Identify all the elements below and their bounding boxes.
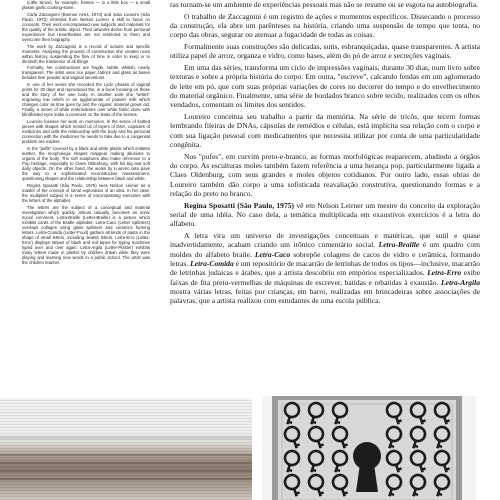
artist-name-sposatti: Regina Sposatti (São Paulo, 1975) [184, 200, 295, 210]
loureiro-paragraph: Loureiro conceitua seu trabalho a partir da memória. Na série de tricôs, que tecem formas lembrando fileiras de DNAs, cápsulas de remédios e células, está implícita sua relação com o corpo e com sua ligação pessoal com medicamentos que necessita utilizar por conta de uma particularidade congênita. [170, 111, 480, 149]
work-title-caco: Letra-Caco [254, 249, 291, 259]
keyholes-artwork-drawing [262, 396, 476, 500]
english-paragraph: The work by Zaccagnini is a record of actions and specific moments. Analysing the process of construction she creates room within history, suspending the flow of time in order to keep or to diminish the transience of all things. [22, 43, 150, 64]
woven-fabric-photo [0, 398, 252, 500]
work-title-braille: Letra-Braille [378, 240, 420, 250]
english-paragraph: (Little Stove), for example, frames — in a little box — a small plaster garlic cooking-stove. [22, 0, 150, 11]
english-paragraph: In one of her series she recorded the cycle phases of vaginal prints for 30 days and reproduced the, in a book focusing on those and the story of her own body. In another work she "writes" engraving low reliefs in an agglomerate of powder milk which changes color as time goes by and the organic material grows old. Finally, a series of white embroideries over white fabric done with blindfolded eyes make a comment on the limits of the senses. [22, 82, 150, 118]
letters-text: é um quadro com moldes do alfabeto braile. [170, 240, 480, 259]
zaccagnini-paragraph: Em uma das séries, transforma um ciclo de impressões vaginais, durante 30 dias, num livro sobre texturas e sobre a própria história do corpo. Em outra, "escreve", calcando fendas em um aglomerado de leite em pó, que com suas próprias variações de cores no decorrer do tempo e do envelhecimento do material orgânico. Finalmente, uma série de bordados branco sobre tecido, realizados com os olhos vendados, comentam os limites dos sentidos. [170, 62, 480, 110]
letters-text: exibe faixas de fita preto-vermelhas de máquinas de escrever, batidas e rebatidas à exaustão. [170, 268, 480, 287]
work-title-comida: Letra-Comida [190, 259, 234, 269]
letters-text: sobrepõe colagens de cacos de vidro e cerâmica, formando letras. [170, 249, 480, 269]
letters-paragraph [170, 231, 480, 306]
english-paragraph: Carla Zaccagnini (Buenos Aires, 1974) and Julia Loureiro (São Paulo, 1972) inherited from Nelson Leirner a skill to focus on concepts. Their work encompassed new subjects and materials for the quality of the artistic object. Their artworks derive from personal experiences but nevertheless are not restricted to them and overcome their biography. [22, 11, 150, 42]
english-paragraph: The letters are the subject of a conceptual and material investigation which quickly, almost casually, becomes an ironic social comment. Letra-Braille (Letter-Braille) is a picture which exhibits cards of the Braille alphabet. Letra-Caco (Letter Splinters) overlaps collages using glass splinters and ceramics forming letters. Letra-Comida (Letter-Food) gathers all kinds of pasta in the shape of small letters, including Jewish letters. Letra-Erro (Letter-Error) displays stripes of black and red tapes for typing machines typed over and over again. Letra-Argila (Letter-Plaster) exhibits many letters made in plaster by children drawn while they were playing and learning new words in a public school. The artist was the children teacher. [22, 204, 150, 266]
english-paragraph: Regina Sposatti (São Paulo, 1975) sees Nelson Leirner as a master of the concept of serial exploration of an idea. In her case, the multiplied subject is a series of encompassing exercises with the letters of the alphabet. [22, 182, 150, 203]
letters-text: mostra várias letras, feitas por crianças, em barro, realizadas em brincadeiras sobre associações de palavras, que a artista realizou com estudantes de uma escola pública. [170, 287, 480, 306]
letters-text: é um repositório de macarrão de letrinhas de todos os tipos—inclusive, macarrão de letrinhas judaicas e árabes, que a artista descobriu em empórios especializados. [170, 259, 480, 278]
work-title-erro: Letra-Erro [427, 268, 462, 278]
english-paragraph: Formally, her constructions are fragile, subtle, whitish, nearly transparent. The artist uses rice paper, fabrics and glass as bases besides liver powder and vaginal secretions. [22, 65, 150, 81]
loureiro-paragraph: Nos "pufes", em curvim preto-e-branco, as formas morfológicas reaparecem, aludindo a órgãos do corpo. As esculturas moles também fazem referência a uma herança pop, particularmente ligada a Claes Oldenburg, com seus grandes e moles objetos cotidianos. Por outro lado, essas obras de Loureiro também dão corpo a uma sofisticada reavaliação construtiva, questionando formas e a relação do preto no branco. [170, 151, 480, 199]
letters-text: A letra vira um universo de investigações conceituais e matéricas, que sutil e quase inadvertidamente, acabam criando um irônico comentário social. [170, 230, 480, 250]
sposatti-text: vê em Nelson Leirner um mestre do conceito da exploração serial de uma idéia. No caso dela, a temática multiplicada em exaustivos exercícios é a letra do alfabeto. [170, 200, 480, 229]
work-title-argila: Letra-Argila [441, 277, 480, 287]
english-text-column [22, 0, 150, 386]
english-paragraph: Loureiro focuses her work on memories. In the series of knitted pieces with shapes which remind us of layers of DNA, capsules of medicines and cells the relationship with the body and his personal connection with the medicines he needs to take due to a congenital problem are evident. [22, 119, 150, 145]
portuguese-text-column [170, 0, 480, 393]
keyholes-artwork-photo [262, 396, 476, 500]
zaccagnini-paragraph: Formalmente suas construções são delicadas, sutis, esbranquiçadas, quase transparentes. A artista utiliza papel de arroz, organza e vidro, como bases, além do pó de arroz e secreções vaginais. [170, 41, 480, 61]
english-paragraph: In the "puffs" covered by a black and white plastic which imitates leather, the morphologic shapes reappear making allusions to organs of the body. The soft sculptures also make reference to a Pop heritage, especially to Claes Oldenburg, with his big and soft daily objects. On the other hand, the works by Loureiro also pave the way to a sophisticated reconstructive reassessment, questioning shapes and the relationship between black and white. [22, 145, 150, 182]
zaccagnini-paragraph: O trabalho de Zaccagnini é um registro de ações e momentos específicos. Dissecando o processo da construção, ela abre um parênteses na história, criando uma suspensão de tempo que tenta, no corpo das obras, segurar ou atenuar a fugacidade de todas as coisas. [170, 11, 480, 40]
sposatti-paragraph [170, 201, 480, 229]
continuation-paragraph: ras tornam-se um ambiente de experiências pessoais mas não se resume ou se esgota na autobiografia. [170, 0, 479, 9]
